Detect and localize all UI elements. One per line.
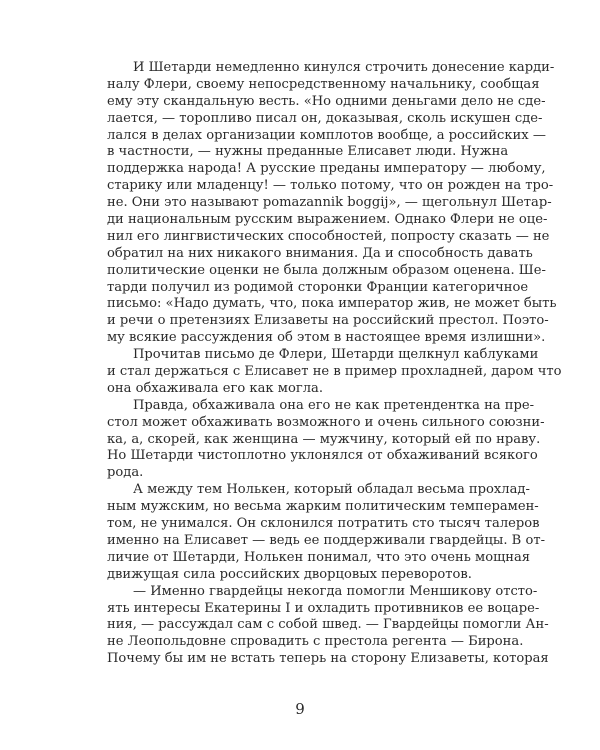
text-line: именно на Елисавет — ведь ее поддерживали гвардейцы. В от-	[107, 532, 545, 548]
text-line: ди национальным русским выражением. Однако Флери не оце-	[107, 212, 548, 228]
text-line: Правда, обхаживала она его не как претендентка на пре-	[133, 397, 535, 413]
body-text	[107, 60, 562, 668]
text-line: не. Они это называют pomazannik boggij», — щегольнул Шетар-	[107, 195, 552, 211]
paragraph	[107, 60, 557, 347]
text-line: она обхаживала его как могла.	[107, 380, 323, 396]
text-line: рода.	[107, 465, 144, 481]
paragraph	[107, 583, 549, 668]
text-line: в частности, — нужны преданные Елисавет люди. Нужна	[107, 144, 509, 160]
text-line: Почему бы им не встать теперь на сторону Елизаветы, которая	[107, 651, 549, 667]
text-line: и речи о претензиях Елизаветы на российский престол. Поэто-	[107, 313, 549, 329]
text-line: ять интересы Екатерины I и охладить противников ее воцаре-	[107, 600, 540, 616]
text-line: ка, а, скорей, как женщина — мужчину, который ей по нраву.	[107, 431, 541, 447]
text-line: А между тем Нолькен, который обладал весьма прохлад-	[133, 482, 530, 498]
paragraph	[107, 482, 545, 583]
text-line: Но Шетарди чистоплотно уклонялся от обхаживаний всякого	[107, 448, 538, 464]
text-line: — Именно гвардейцы некогда помогли Меншикову отсто-	[133, 583, 538, 599]
text-line: поддержка народа! А русские преданы императору — любому,	[107, 161, 546, 177]
text-line: налу Флери, своему непосредственному начальнику, сообщая	[107, 76, 540, 92]
text-line: политические оценки не была должным образом оценена. Ше-	[107, 262, 546, 278]
text-line: И Шетарди немедленно кинулся строчить донесение карди-	[133, 60, 555, 75]
paragraph	[107, 397, 545, 482]
text-line: личие от Шетарди, Нолькен понимал, что это очень мощная	[107, 549, 531, 565]
text-line: ему эту скандальную весть. «Но одними деньгами дело не сде-	[107, 93, 546, 109]
text-line: и стал держаться с Елисавет не в пример прохладней, даром что	[107, 364, 562, 380]
text-line: лается, — торопливо писал он, доказывая, сколь искушен сде-	[107, 110, 543, 126]
page-number: 9	[295, 700, 305, 718]
text-line: движущая сила российских дворцовых переворотов.	[107, 566, 472, 582]
paragraph	[107, 347, 562, 398]
text-line: старику или младенцу! — только потому, что он рожден на тро-	[107, 178, 554, 194]
text-line: обратил на них никакого внимания. Да и способность давать	[107, 245, 533, 261]
text-line: тарди получил из родимой сторонки Франции категоричное	[107, 279, 529, 295]
text-line: ния, — рассуждал сам с собой швед. — Гвардейцы помогли Ан-	[107, 617, 549, 633]
text-line: не Леопольдовне спровадить с престола регента — Бирона.	[107, 634, 524, 650]
text-line: Прочитав письмо де Флери, Шетарди щелкнул каблуками	[133, 347, 539, 363]
text-line: му всякие рассуждения об этом в настоящее время излишни».	[107, 330, 546, 346]
text-line: лался в делах организации комплотов вообще, а российских —	[107, 127, 546, 143]
text-line: письмо: «Надо думать, что, пока император жив, не может быть	[107, 296, 557, 312]
text-line: том, не унимался. Он склонился потратить сто тысяч талеров	[107, 516, 540, 532]
text-line: ным мужским, но весьма жарким политическим темперамен-	[107, 499, 539, 515]
text-line: стол может обхаживать возможного и очень сильного союзни-	[107, 414, 545, 430]
text-line: нил его лингвистических способностей, попросту сказать — не	[107, 228, 550, 244]
